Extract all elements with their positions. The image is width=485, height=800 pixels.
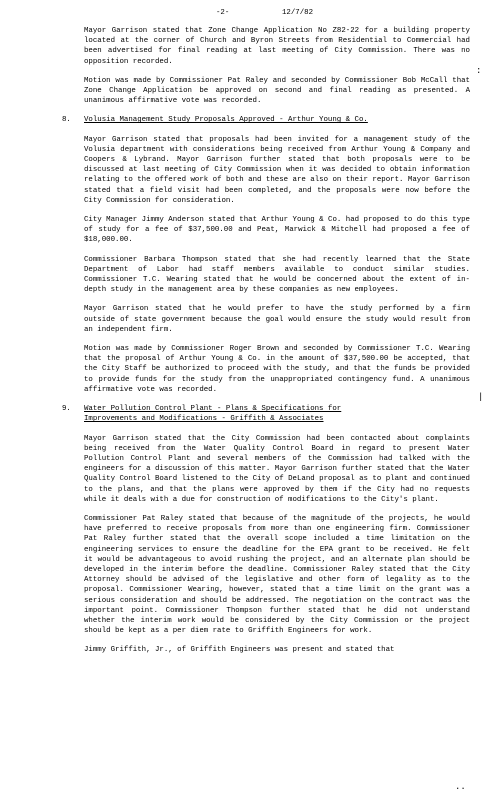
paragraph-study-motion: Motion was made by Commissioner Roger Brown and seconded by Commissioner T.C. Wearing that the proposal of Arthur Young & Co. in the amount of $37,500.00 be accepted, that the City Staff be authorized to proceed with the study, and that the funds be provided to provide funds for the study from the unappropriated contingency fund. A unanimous affirmative vote was recorded. [84, 345, 470, 394]
agenda-item-9 [62, 404, 470, 424]
margin-mark: | [478, 392, 484, 402]
page-number: -2- [216, 9, 230, 17]
paragraph-engineering-firm: Commissioner Pat Raley stated that because of the magnitude of the projects, he would have preferred to receive proposals from more than one engineering firm. Commissioner Pat Raley further stated that the overall scope included a time limitation on the engineering services to ensure the deadline for the EPA grant to be received. He felt it would be advantageous to avoid rushing the project, and an alternate plan should be developed in the interim before the deadline. Commissioner Raley stated that the City Attorney should be advised of the legislative and other form of legality as to the proposal. Commissioner Wearing, however, stated that a time limit on the grant was a serious consideration and should be addressed. The negotiation on the contract was the important point. Commissioner Thompson further stated that he did not understand whether the interim work would be considered by the City Commission or the project should be kept as a per diem rate to Griffith Engineers for work. [84, 514, 470, 636]
paragraph-griffith: Jimmy Griffith, Jr., of Griffith Engineers was present and stated that [84, 646, 395, 655]
paragraph-study-fees: City Manager Jimmy Anderson stated that Arthur Young & Co. had proposed to do this type of study for a fee of $37,500.00 and Peat, Marwick & Mitchell had proposed a fee of $18,000.00. [84, 216, 470, 245]
item-title-line-1: Water Pollution Control Plant - Plans & Specifications for [84, 405, 342, 414]
item-title-line-2: Improvements and Modifications - Griffith & Associates [84, 415, 324, 424]
item-number: 9. [62, 405, 71, 414]
page-date: 12/7/82 [282, 9, 314, 17]
paragraph-water-quality: Mayor Garrison stated that the City Commission had been contacted about complaints being received from the Water Quality Control Board in regard to present Water Pollution Control Plant and several members of the Commission had talked with the engineers for a discussion of this matter. Mayor Garrison further stated that the Water Quality Control Board listened to the City of DeLand proposal as to plant and continued to the plans, and that the plans were approved by them if the City had no requests while it deals with a due for construction of modifications to the City's plant. [84, 434, 470, 504]
paragraph-outside-firm: Mayor Garrison stated that he would prefer to have the study performed by a firm outside of state government because the goal would ensure the study would result from an independent firm. [84, 305, 470, 334]
margin-mark: : [476, 66, 482, 76]
margin-mark: .. [455, 782, 466, 792]
paragraph-zone-motion: Motion was made by Commissioner Pat Raley and seconded by Commissioner Bob McCall that Zone Change Application be approved on second and final reading as presented. A unanimous affirmative vote was recorded. [84, 76, 470, 106]
minutes-body [62, 26, 470, 665]
paragraph-study-proposals: Mayor Garrison stated that proposals had been invited for a management study of the Volusia department with considerations being received from Arthur Young & Company and Coopers & Lybrand. Mayor Garrison further stated that both proposals were to be discussed at last meeting of City Commission when it was decided to obtain information relating to the offered work of both and these are also on their report. Mayor Garrison stated that a field visit had been completed, and the proposals were now before the City Commission for consideration. [84, 135, 470, 205]
item-number: 8. [62, 116, 71, 125]
paragraph-zone-change: Mayor Garrison stated that Zone Change Application No Z82-22 for a building property located at the corner of Church and Byron Streets from Residential to Commercial had been advertised for final reading at last meeting of City Commission. There was no opposition recorded. [84, 27, 470, 66]
paragraph-state-labor: Commissioner Barbara Thompson stated that she had recently learned that the State Department of Labor had staff members available to conduct similar studies. Commissioner T.C. Wearing stated that he would be concerned about the extent of in-depth study in the management area by these companies as new employees. [84, 255, 470, 295]
page-header [0, 8, 485, 20]
item-title: Volusia Management Study Proposals Approved - Arthur Young & Co. [84, 116, 368, 125]
agenda-item-8 [62, 115, 470, 125]
